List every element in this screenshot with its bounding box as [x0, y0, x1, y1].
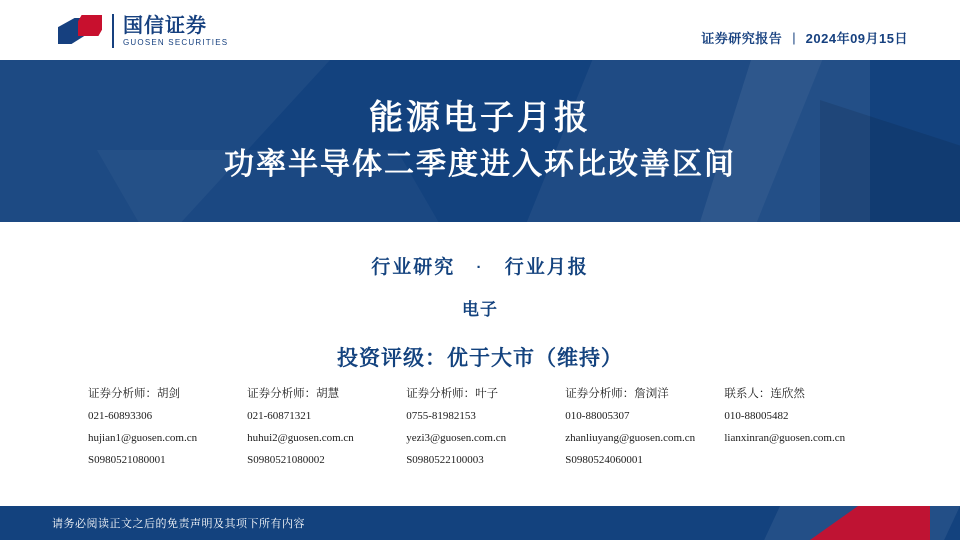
analyst-name: 证券分析师：詹浏洋: [565, 388, 669, 400]
analyst-entry: [565, 383, 724, 471]
report-label: 证券研究报告: [701, 31, 783, 46]
banner-title-group: [0, 60, 960, 222]
logo-text-block: [112, 14, 228, 48]
report-subtitle: 功率半导体二季度进入环比改善区间: [224, 147, 736, 182]
analyst-name: 证券分析师：叶子: [406, 388, 499, 400]
contact-name: 联系人：连欣然: [724, 388, 805, 400]
analyst-entry: [247, 383, 406, 471]
analyst-list: [88, 383, 888, 471]
header-meta: [701, 28, 908, 47]
analyst-phone: 021-60871321: [247, 410, 312, 422]
analyst-phone: 010-88005307: [565, 410, 630, 422]
header-separator: |: [792, 30, 796, 45]
report-type: 行业月报: [504, 257, 589, 278]
analyst-license: S0980521080002: [247, 454, 325, 466]
page-header: [0, 0, 960, 60]
guosen-logo-icon: [58, 15, 104, 47]
title-banner: [0, 60, 960, 222]
contact-email: lianxinran@guosen.com.cn: [724, 432, 846, 444]
analyst-email: huhui2@guosen.com.cn: [247, 432, 354, 444]
logo-english-name: GUOSEN SECURITIES: [123, 37, 229, 47]
research-type: 行业研究: [371, 257, 456, 278]
analyst-license: S0980522100003: [406, 454, 484, 466]
research-category-line: [0, 252, 960, 279]
middot-separator: ·: [476, 259, 484, 277]
contact-entry: [724, 383, 888, 471]
footer-disclaimer: 请务必阅读正文之后的免责声明及其项下所有内容: [52, 518, 305, 530]
analyst-email: yezi3@guosen.com.cn: [406, 432, 507, 444]
analyst-email: zhanliuyang@guosen.com.cn: [565, 432, 696, 444]
analyst-phone: 021-60893306: [88, 410, 153, 422]
page-footer: [0, 506, 960, 540]
report-date: 2024年09月15日: [805, 31, 908, 46]
analyst-name: 证券分析师：胡慧: [247, 388, 340, 400]
investment-rating: 投资评级：优于大市（维持）: [337, 347, 623, 370]
sector-name: 电子: [462, 300, 498, 319]
analyst-entry: [88, 383, 247, 471]
company-logo: [58, 14, 228, 48]
analyst-entry: [406, 383, 565, 471]
analyst-license: S0980524060001: [565, 454, 643, 466]
analyst-name: 证券分析师：胡剑: [88, 388, 180, 400]
report-meta-block: [0, 222, 960, 372]
analyst-email: hujian1@guosen.com.cn: [88, 432, 198, 444]
contact-phone: 010-88005482: [724, 410, 789, 422]
logo-chinese-name: 国信证券: [123, 14, 207, 37]
analyst-license: S0980521080001: [88, 454, 166, 466]
report-title: 能源电子月报: [369, 98, 591, 138]
analyst-phone: 0755-81982153: [406, 410, 476, 422]
